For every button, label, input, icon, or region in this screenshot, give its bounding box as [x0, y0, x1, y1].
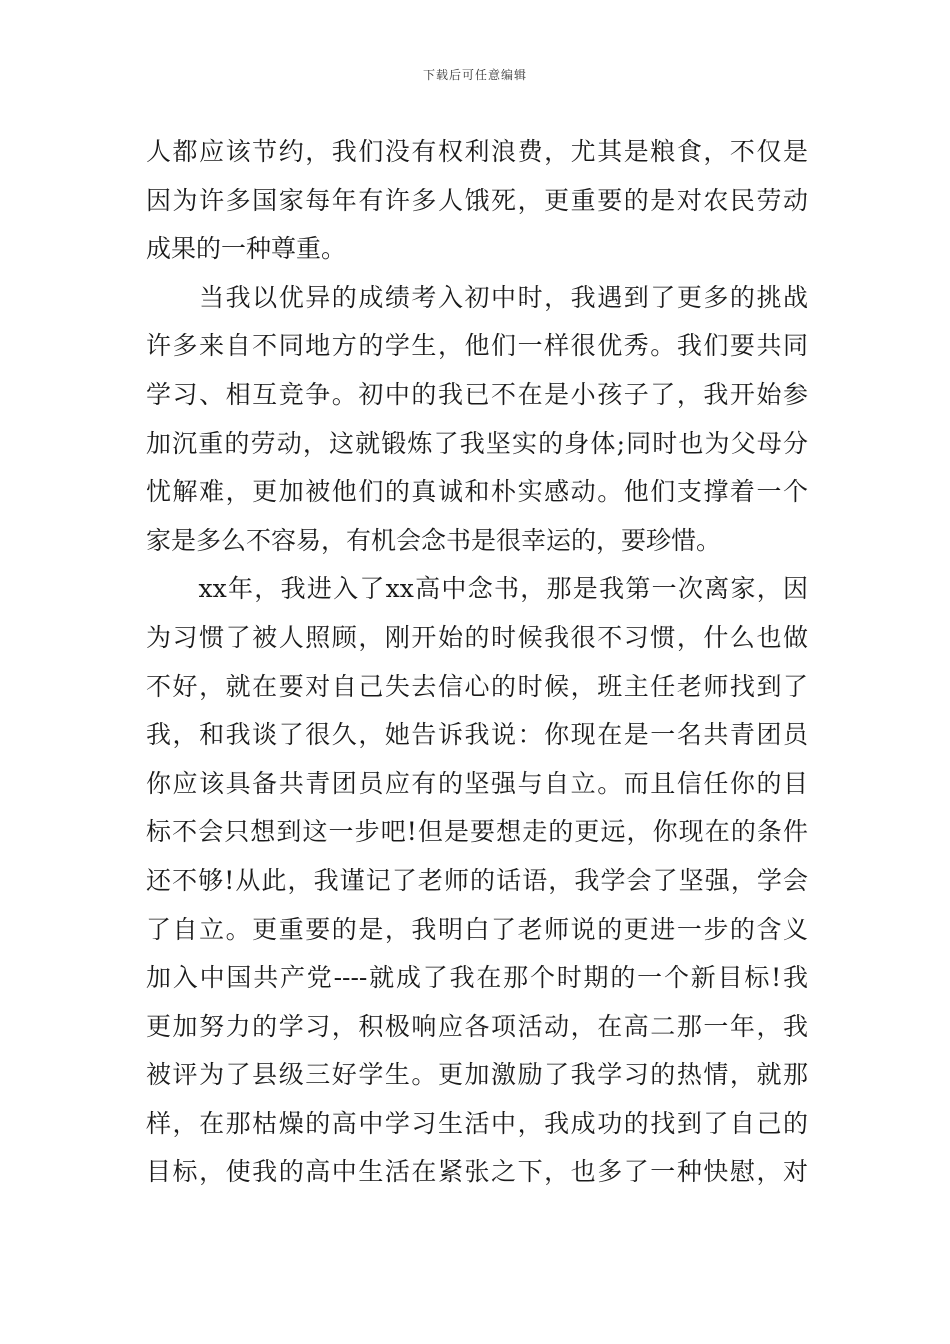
text-line: 学习、相互竞争。初中的我已不在是小孩子了，我开始参 [146, 379, 808, 409]
text-line: 目标，使我的高中生活在紧张之下，也多了一种快慰，对 [146, 1157, 808, 1187]
paragraph [146, 274, 808, 566]
body-text [146, 128, 808, 1197]
text-line: 我，和我谈了很久，她告诉我说：你现在是一名共青团员 [146, 720, 808, 750]
paragraph [146, 565, 808, 1197]
text-line: 不好，就在要对自己失去信心的时候，班主任老师找到了 [146, 671, 808, 701]
text-line: 更加努力的学习，积极响应各项活动，在高二那一年，我 [146, 1011, 808, 1041]
text-line: 忧解难，更加被他们的真诚和朴实感动。他们支撑着一个 [146, 477, 808, 507]
text-line: 人都应该节约，我们没有权利浪费，尤其是粮食，不仅是 [146, 137, 808, 166]
text-line: xx年，我进入了xx高中念书，那是我第一次离家，因 [146, 574, 808, 604]
text-line: 被评为了县级三好学生。更加激励了我学习的热情，就那 [146, 1060, 808, 1090]
text-line: 还不够!从此，我谨记了老师的话语，我学会了坚强，学会 [146, 865, 808, 895]
text-line: 加入中国共产党----就成了我在那个时期的一个新目标!我 [146, 963, 808, 993]
page-header: 下载后可任意编辑 [422, 68, 527, 82]
text-line: 了自立。更重要的是，我明白了老师说的更进一步的含义 [146, 914, 808, 944]
text-line: 家是多么不容易，有机会念书是很幸运的，要珍惜。 [146, 525, 722, 555]
paragraph [146, 128, 808, 274]
text-line: 成果的一种尊重。 [146, 234, 347, 264]
text-line: 加沉重的劳动，这就锻炼了我坚实的身体;同时也为父母分 [146, 428, 808, 458]
text-line: 标不会只想到这一步吧!但是要想走的更远，你现在的条件 [146, 817, 808, 847]
text-line: 因为许多国家每年有许多人饿死，更重要的是对农民劳动 [146, 185, 808, 215]
text-line: 许多来自不同地方的学生，他们一样很优秀。我们要共同 [146, 331, 808, 361]
text-line: 你应该具备共青团员应有的坚强与自立。而且信任你的目 [146, 768, 808, 798]
text-line: 为习惯了被人照顾，刚开始的时候我很不习惯，什么也做 [146, 622, 808, 652]
text-line: 当我以优异的成绩考入初中时，我遇到了更多的挑战 [146, 282, 808, 312]
text-line: 样，在那枯燥的高中学习生活中，我成功的找到了自己的 [146, 1108, 808, 1138]
